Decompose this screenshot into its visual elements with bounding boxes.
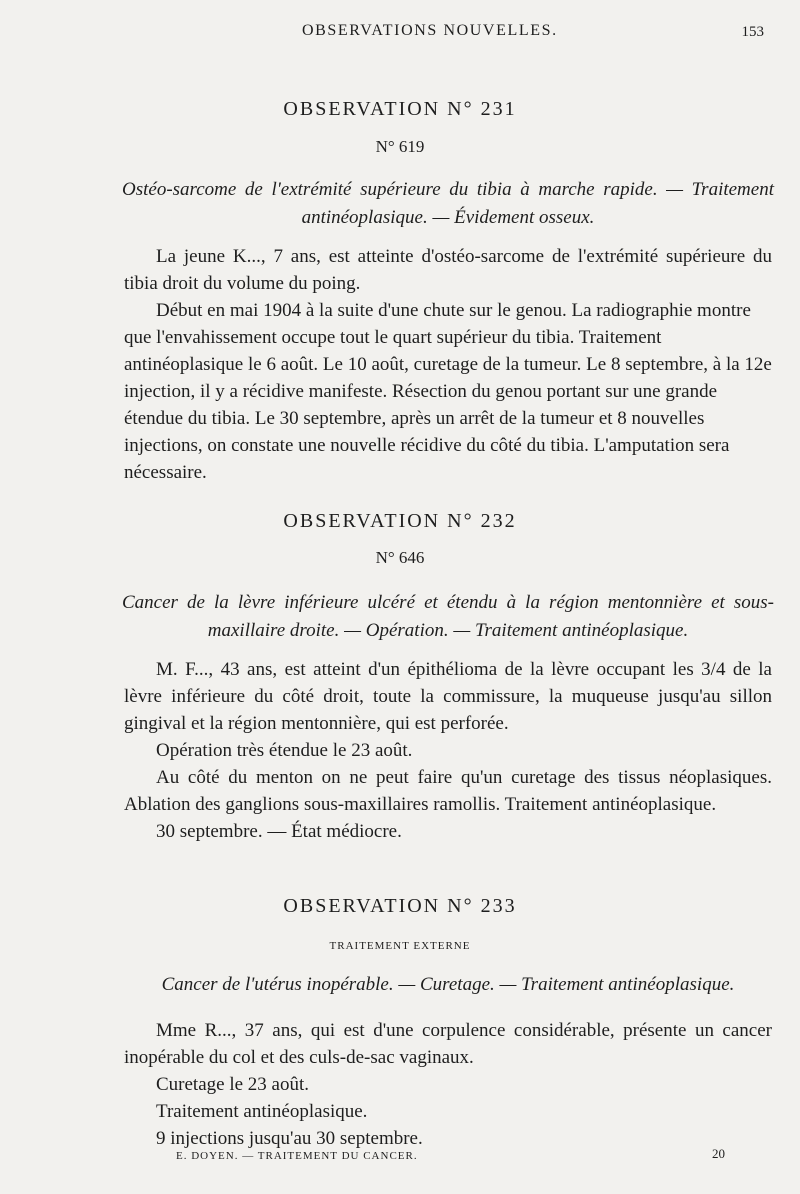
signature-mark: 20 [712, 1146, 725, 1161]
paragraph: Curetage le 23 août. [156, 1074, 310, 1095]
observation-body [124, 656, 772, 845]
observation-title: OBSERVATION N° 233 [283, 895, 517, 917]
subheading: TRAITEMENT EXTERNE [329, 940, 471, 952]
observation-body [124, 1017, 772, 1152]
paragraph: Début en mai 1904 à la suite d'une chute sur le genou. La radiographie montre que l'envahissement occupe tout le quart supérieur du tibia. Traitement antinéoplasique le 6 août. Le 10 août, curetage de la tumeur. Le 8 septembre, à la 12e injection, il y a récidive manifeste. Résection du genou portant sur une grande étendue du tibia. Le 30 septembre, après un arrêt de la tumeur et 8 nouvelles injections, on constate une nouvelle récidive du côté du tibia. L'amputation sera nécessaire. [124, 300, 772, 483]
observation-title: OBSERVATION N° 232 [283, 510, 517, 532]
paragraph: M. F..., 43 ans, est atteint d'un épithélioma de la lèvre occupant les 3/4 de la lèvre inférieure du côté droit, toute la commissure, la muqueuse jusqu'au sillon gingival et la région mentonnière, qui est perforée. [124, 659, 772, 734]
paragraph: La jeune K..., 7 ans, est atteinte d'ostéo-sarcome de l'extrémité supérieure du tibia droit du volume du poing. [124, 246, 772, 294]
running-footer: E. DOYEN. — TRAITEMENT DU CANCER. [176, 1150, 418, 1162]
paragraph: Au côté du menton on ne peut faire qu'un curetage des tissus néoplasiques. Ablation des ganglions sous-maxillaires ramollis. Traitement antinéoplasique. [124, 767, 772, 815]
page-number: 153 [741, 24, 764, 40]
paragraph: 9 injections jusqu'au 30 septembre. [156, 1128, 423, 1149]
paragraph: Mme R..., 37 ans, qui est d'une corpulence considérable, présente un cancer inopérable du col et des culs-de-sac vaginaux. [124, 1020, 772, 1068]
page-footer [0, 1146, 800, 1166]
observation-title: OBSERVATION N° 231 [283, 98, 517, 120]
observation-body [124, 243, 772, 486]
paragraph: 30 septembre. — État médiocre. [156, 821, 402, 842]
running-title: OBSERVATIONS NOUVELLES. [302, 22, 558, 39]
paragraph: Opération très étendue le 23 août. [156, 740, 413, 761]
case-title: Ostéo-sarcome de l'extrémité supérieure du tibia à marche rapide. — Traitement antinéoplasique. — Évidement osseux. [122, 179, 774, 228]
observation-number: N° 619 [375, 137, 425, 156]
case-title: Cancer de l'utérus inopérable. — Curetage. — Traitement antinéoplasique. [161, 974, 735, 995]
page-header [0, 22, 800, 48]
case-title: Cancer de la lèvre inférieure ulcéré et étendu à la région mentonnière et sous-maxillaire droite. — Opération. — Traitement antinéoplasique. [122, 592, 774, 641]
paragraph: Traitement antinéoplasique. [156, 1101, 368, 1122]
observation-number: N° 646 [375, 548, 425, 567]
